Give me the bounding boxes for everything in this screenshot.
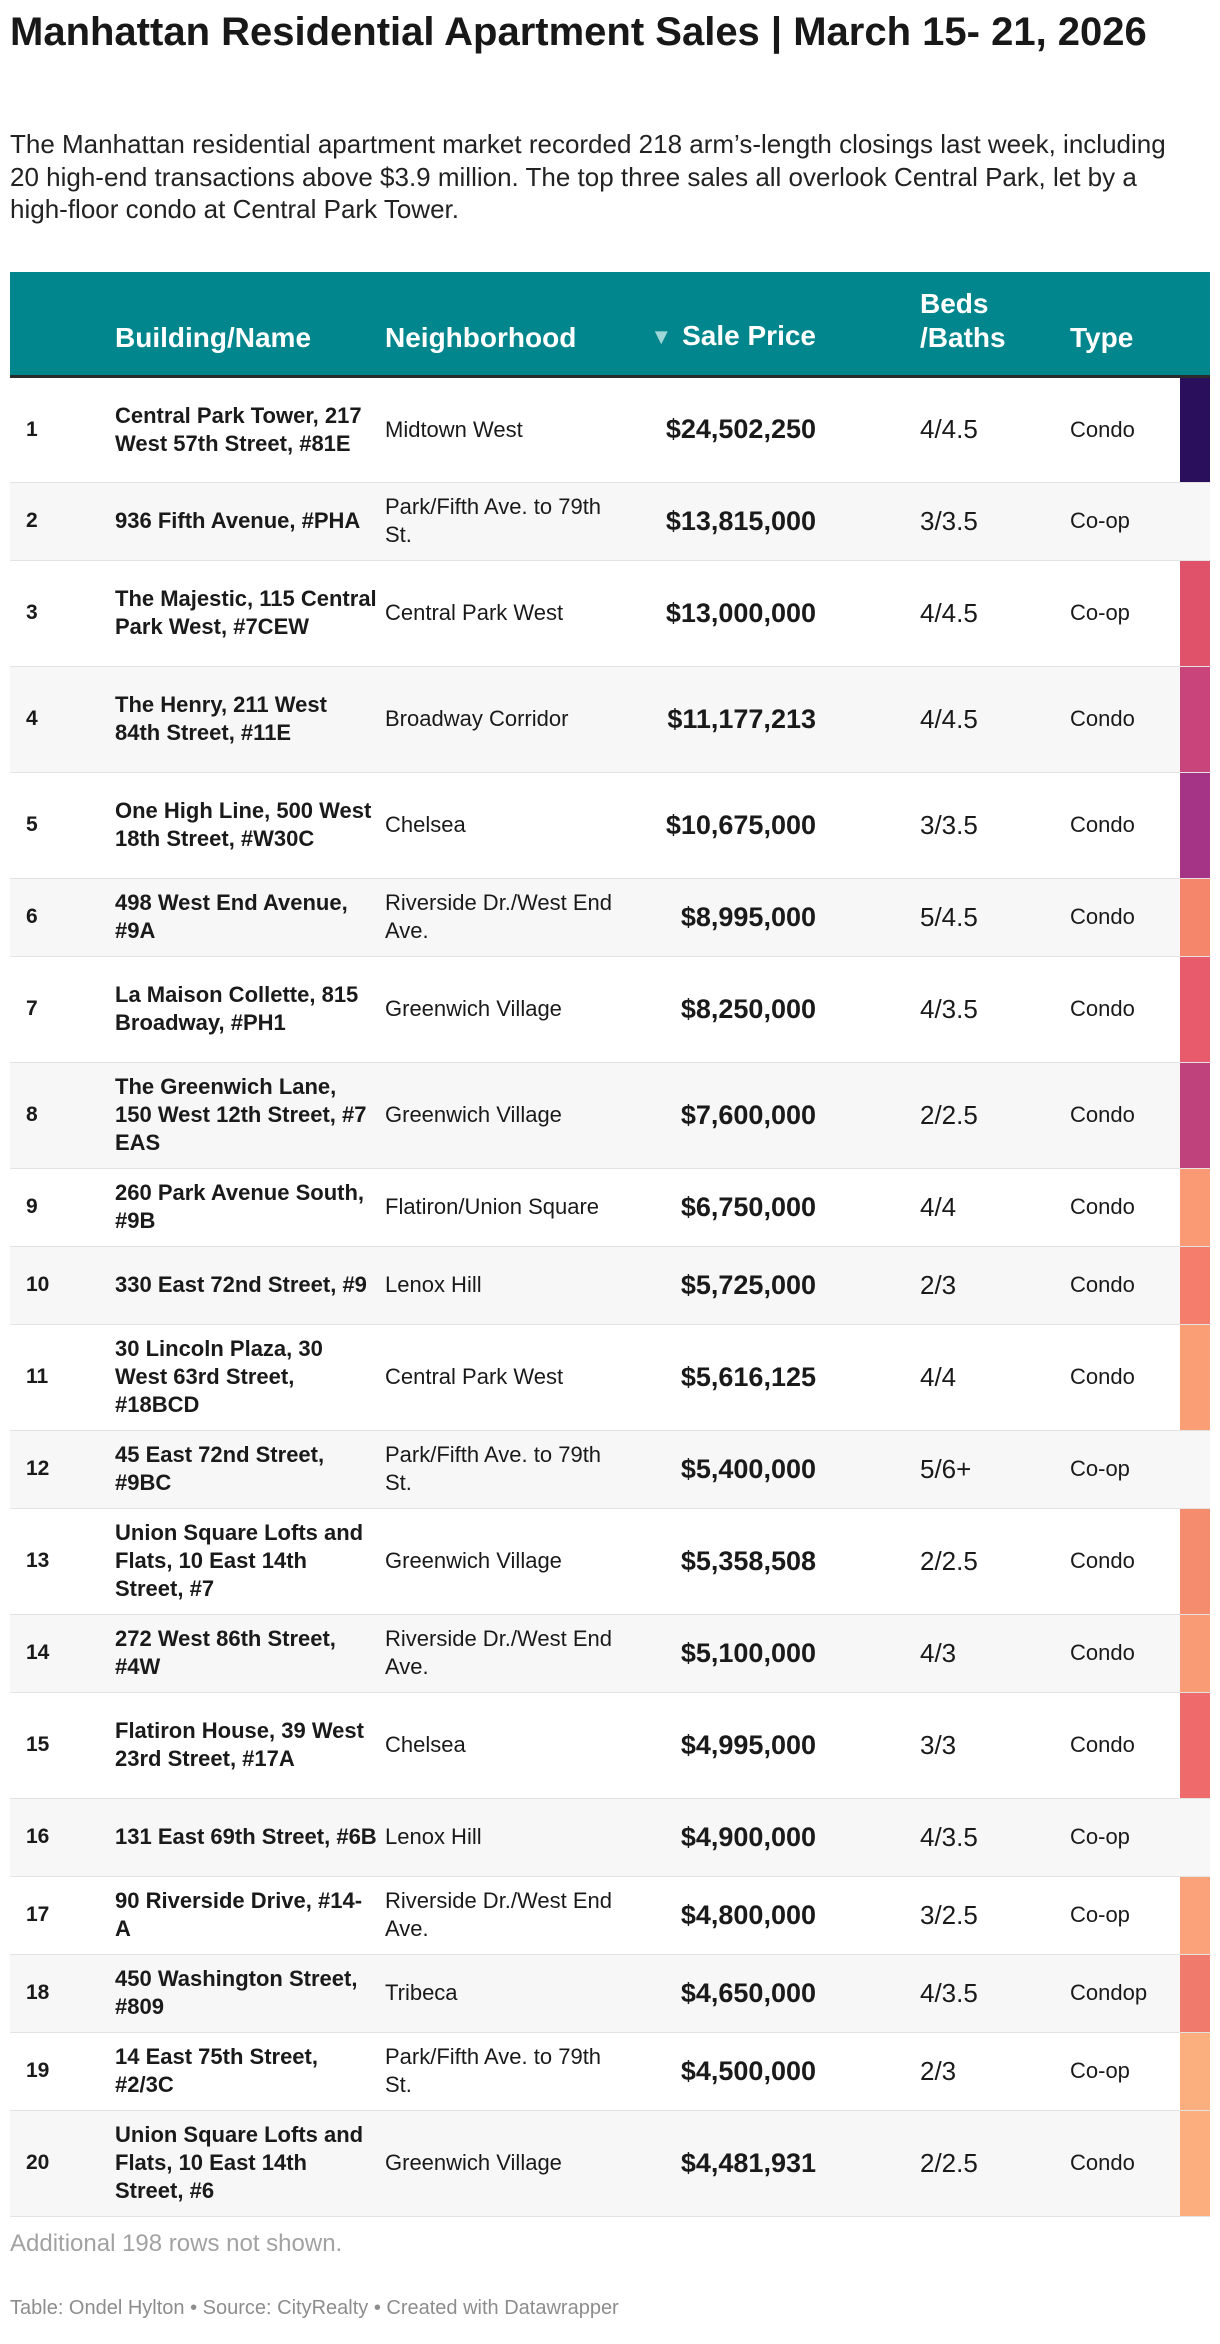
beds-baths-cell: 4/3.5: [920, 1977, 978, 2008]
color-swatch: [1180, 1798, 1210, 1876]
building-cell: 330 East 72nd Street, #9: [115, 1272, 367, 1297]
rank-cell: 6: [26, 905, 38, 928]
type-column-header[interactable]: Type: [1066, 272, 1180, 376]
sale-price-cell: $13,815,000: [665, 505, 816, 536]
table-row: [10, 2032, 1210, 2110]
color-swatch: [1180, 560, 1210, 666]
table-header-row: [10, 272, 1210, 376]
type-cell: Co-op: [1070, 508, 1130, 533]
neighborhood-cell: Riverside Dr./West End Ave.: [385, 1626, 613, 1679]
sale-price-cell: $4,481,931: [680, 2147, 816, 2178]
rank-cell: 1: [26, 417, 38, 441]
beds-baths-cell: 2/2.5: [920, 2147, 978, 2178]
sale-price-cell: $5,725,000: [680, 1269, 816, 1300]
neighborhood-cell: Chelsea: [385, 1732, 466, 1757]
table-row: [10, 1062, 1210, 1168]
rank-cell: 2: [26, 509, 38, 532]
neighborhood-cell: Broadway Corridor: [385, 706, 569, 731]
type-cell: Condo: [1070, 1732, 1135, 1757]
rank-cell: 11: [26, 1365, 49, 1388]
type-cell: Condo: [1070, 904, 1135, 929]
color-swatch: [1180, 1876, 1210, 1954]
table-body: [10, 376, 1210, 2216]
type-cell: Co-op: [1070, 1902, 1130, 1927]
table-row: [10, 560, 1210, 666]
sale-price-cell: $24,502,250: [665, 414, 816, 444]
beds-baths-cell: 4/4.5: [920, 414, 978, 444]
beds-baths-cell: 2/2.5: [920, 1545, 978, 1576]
sale-price-cell: $4,900,000: [680, 1821, 816, 1852]
rank-cell: 20: [26, 2151, 50, 2174]
type-cell: Condo: [1070, 1548, 1135, 1573]
neighborhood-cell: Greenwich Village: [385, 2150, 562, 2175]
sale-price-cell: $5,358,508: [680, 1545, 816, 1576]
sale-price-cell: $6,750,000: [680, 1191, 816, 1222]
rank-cell: 3: [26, 601, 38, 624]
color-swatch: [1180, 2032, 1210, 2110]
table-row: [10, 1246, 1210, 1324]
sales-table: [10, 272, 1210, 2217]
color-swatch: [1180, 482, 1210, 560]
sale-price-cell: $4,650,000: [680, 1977, 816, 2008]
neighborhood-cell: Midtown West: [385, 416, 523, 442]
neighborhood-cell: Tribeca: [385, 1980, 458, 2005]
color-swatch: [1180, 376, 1210, 482]
table-row: [10, 1508, 1210, 1614]
type-cell: Co-op: [1070, 600, 1130, 625]
building-cell: 131 East 69th Street, #6B: [115, 1824, 377, 1849]
sale-price-cell: $4,995,000: [680, 1729, 816, 1760]
rank-cell: 5: [26, 813, 38, 836]
color-swatch: [1180, 666, 1210, 772]
beds-baths-cell: 4/4: [920, 1361, 957, 1392]
building-column-header[interactable]: Building/Name: [115, 272, 385, 376]
type-cell: Condo: [1070, 706, 1135, 731]
table-row: [10, 666, 1210, 772]
color-swatch: [1180, 1954, 1210, 2032]
rank-cell: 8: [26, 1103, 38, 1126]
beds-baths-cell: 5/6+: [920, 1453, 972, 1484]
neighborhood-cell: Greenwich Village: [385, 1102, 562, 1127]
beds-baths-cell: 4/4.5: [920, 703, 978, 734]
price-column-header[interactable]: [640, 272, 816, 376]
type-cell: Condo: [1070, 1364, 1135, 1389]
rank-cell: 16: [26, 1825, 50, 1848]
building-cell: 450 Washington Street, #809: [115, 1966, 358, 2019]
building-cell: The Greenwich Lane, 150 West 12th Street, #7 EAS: [115, 1074, 367, 1155]
color-swatch: [1180, 1430, 1210, 1508]
building-cell: La Maison Collette, 815 Broadway, #PH1: [115, 982, 359, 1035]
color-swatch: [1180, 1324, 1210, 1430]
sale-price-cell: $8,995,000: [680, 901, 816, 932]
neighborhood-cell: Central Park West: [385, 600, 564, 625]
beds-baths-cell: 4/3.5: [920, 993, 978, 1024]
table-row: [10, 878, 1210, 956]
rank-cell: 7: [26, 997, 38, 1020]
sale-price-cell: $4,800,000: [680, 1899, 816, 1930]
neighborhood-cell: Riverside Dr./West End Ave.: [385, 890, 613, 943]
beds-baths-column-label: Beds /Baths: [920, 287, 1006, 353]
rank-cell: 19: [26, 2059, 50, 2082]
building-cell: 260 Park Avenue South, #9B: [115, 1180, 365, 1233]
type-cell: Condo: [1070, 996, 1135, 1021]
sort-descending-icon[interactable]: ▼: [650, 323, 673, 349]
type-cell: Condo: [1070, 1272, 1135, 1297]
rank-cell: 4: [26, 707, 38, 730]
table-row: [10, 956, 1210, 1062]
color-swatch: [1180, 1508, 1210, 1614]
beds-baths-cell: 2/2.5: [920, 1099, 978, 1130]
price-column-label: Sale Price: [682, 319, 816, 351]
building-cell: Union Square Lofts and Flats, 10 East 14th Street, #6: [115, 2122, 364, 2203]
rank-cell: 14: [26, 1641, 50, 1664]
rank-cell: 10: [26, 1273, 50, 1296]
rank-cell: 15: [26, 1733, 50, 1756]
neighborhood-cell: Central Park West: [385, 1364, 564, 1389]
color-swatch: [1180, 1692, 1210, 1798]
page-title: Manhattan Residential Apartment Sales | March 15- 21, 2026: [10, 10, 1147, 54]
rank-cell: 18: [26, 1981, 50, 2004]
neighborhood-column-header[interactable]: Neighborhood: [385, 272, 640, 376]
beds-baths-cell: 4/4: [920, 1191, 957, 1222]
building-cell: 936 Fifth Avenue, #PHA: [115, 508, 361, 533]
beds-baths-cell: 3/3.5: [920, 505, 978, 536]
table-row: [10, 1692, 1210, 1798]
table-row: [10, 1614, 1210, 1692]
table-row: [10, 1324, 1210, 1430]
building-cell: The Majestic, 115 Central Park West, #7CEW: [115, 586, 377, 639]
type-cell: Condop: [1070, 1980, 1148, 2005]
color-column-header: [1180, 272, 1210, 376]
beds-baths-cell: 3/2.5: [920, 1899, 978, 1930]
type-cell: Condo: [1070, 416, 1135, 442]
type-cell: Condo: [1070, 1640, 1135, 1665]
beds-baths-column-header[interactable]: [816, 272, 1066, 376]
building-cell: Central Park Tower, 217 West 57th Street, #81E: [115, 402, 362, 456]
color-swatch: [1180, 772, 1210, 878]
beds-baths-cell: 2/3: [920, 2055, 957, 2086]
color-swatch: [1180, 1246, 1210, 1324]
color-swatch: [1180, 1062, 1210, 1168]
sale-price-cell: $5,616,125: [680, 1361, 816, 1392]
rank-cell: 13: [26, 1549, 50, 1572]
sale-price-cell: $5,100,000: [680, 1637, 816, 1668]
type-cell: Condo: [1070, 1194, 1135, 1219]
type-cell: Co-op: [1070, 1456, 1130, 1481]
sale-price-cell: $4,500,000: [680, 2055, 816, 2086]
source-footer: Table: Ondel Hylton • Source: CityRealty • Created with Datawrapper: [10, 2297, 619, 2319]
sale-price-cell: $13,000,000: [665, 597, 816, 628]
color-swatch: [1180, 956, 1210, 1062]
neighborhood-cell: Lenox Hill: [385, 1272, 482, 1297]
color-swatch: [1180, 878, 1210, 956]
neighborhood-cell: Park/Fifth Ave. to 79th St.: [385, 494, 602, 547]
type-cell: Co-op: [1070, 1824, 1130, 1849]
rank-cell: 9: [26, 1195, 38, 1218]
beds-baths-cell: 4/4.5: [920, 597, 978, 628]
table-row: [10, 482, 1210, 560]
neighborhood-cell: Lenox Hill: [385, 1824, 482, 1849]
building-cell: Union Square Lofts and Flats, 10 East 14th Street, #7: [115, 1520, 364, 1601]
type-cell: Condo: [1070, 1102, 1135, 1127]
beds-baths-cell: 2/3: [920, 1269, 957, 1300]
building-cell: 14 East 75th Street, #2/3C: [115, 2044, 318, 2097]
beds-baths-cell: 4/3: [920, 1637, 957, 1668]
neighborhood-cell: Park/Fifth Ave. to 79th St.: [385, 2044, 602, 2097]
building-cell: One High Line, 500 West 18th Street, #W30C: [115, 798, 372, 851]
table-row: [10, 1876, 1210, 1954]
neighborhood-cell: Flatiron/Union Square: [385, 1194, 600, 1219]
neighborhood-cell: Park/Fifth Ave. to 79th St.: [385, 1442, 602, 1495]
sale-price-cell: $7,600,000: [680, 1099, 816, 1130]
color-swatch: [1180, 2110, 1210, 2216]
rank-cell: 17: [26, 1903, 50, 1926]
table-row: [10, 772, 1210, 878]
color-swatch: [1180, 1614, 1210, 1692]
table-row: [10, 1954, 1210, 2032]
beds-baths-cell: 3/3: [920, 1729, 957, 1760]
rank-cell: 12: [26, 1457, 50, 1480]
rows-hidden-note: Additional 198 rows not shown.: [10, 2230, 343, 2257]
table-row: [10, 376, 1210, 482]
building-cell: The Henry, 211 West 84th Street, #11E: [115, 692, 327, 745]
color-swatch: [1180, 1168, 1210, 1246]
building-cell: 30 Lincoln Plaza, 30 West 63rd Street, #18BCD: [115, 1336, 323, 1417]
neighborhood-cell: Riverside Dr./West End Ave.: [385, 1888, 613, 1941]
beds-baths-cell: 3/3.5: [920, 809, 978, 840]
neighborhood-cell: Chelsea: [385, 812, 466, 837]
table-row: [10, 1798, 1210, 1876]
beds-baths-cell: 4/3.5: [920, 1821, 978, 1852]
beds-baths-cell: 5/4.5: [920, 901, 978, 932]
type-cell: Condo: [1070, 812, 1135, 837]
sale-price-cell: $11,177,213: [667, 703, 816, 734]
rank-column-header: [10, 272, 115, 376]
table-row: [10, 1168, 1210, 1246]
sale-price-cell: $5,400,000: [680, 1453, 816, 1484]
building-cell: 498 West End Avenue, #9A: [115, 890, 348, 943]
sale-price-cell: $10,675,000: [665, 809, 816, 840]
building-cell: 90 Riverside Drive, #14-A: [115, 1888, 363, 1941]
neighborhood-cell: Greenwich Village: [385, 996, 562, 1021]
sale-price-cell: $8,250,000: [680, 993, 816, 1024]
neighborhood-cell: Greenwich Village: [385, 1548, 562, 1573]
building-cell: 272 West 86th Street, #4W: [115, 1626, 336, 1679]
building-cell: Flatiron House, 39 West 23rd Street, #17A: [115, 1718, 364, 1771]
type-cell: Co-op: [1070, 2058, 1130, 2083]
table-row: [10, 1430, 1210, 1508]
type-cell: Condo: [1070, 2150, 1135, 2175]
page-description: The Manhattan residential apartment market recorded 218 arm’s-length closings last week, including 20 high-end transactions above $3.9 million. The top three sales all overlook Central Park, let by a high-floor condo at Central Park Tower.: [10, 129, 1166, 224]
building-cell: 45 East 72nd Street, #9BC: [115, 1442, 325, 1495]
table-row: [10, 2110, 1210, 2216]
